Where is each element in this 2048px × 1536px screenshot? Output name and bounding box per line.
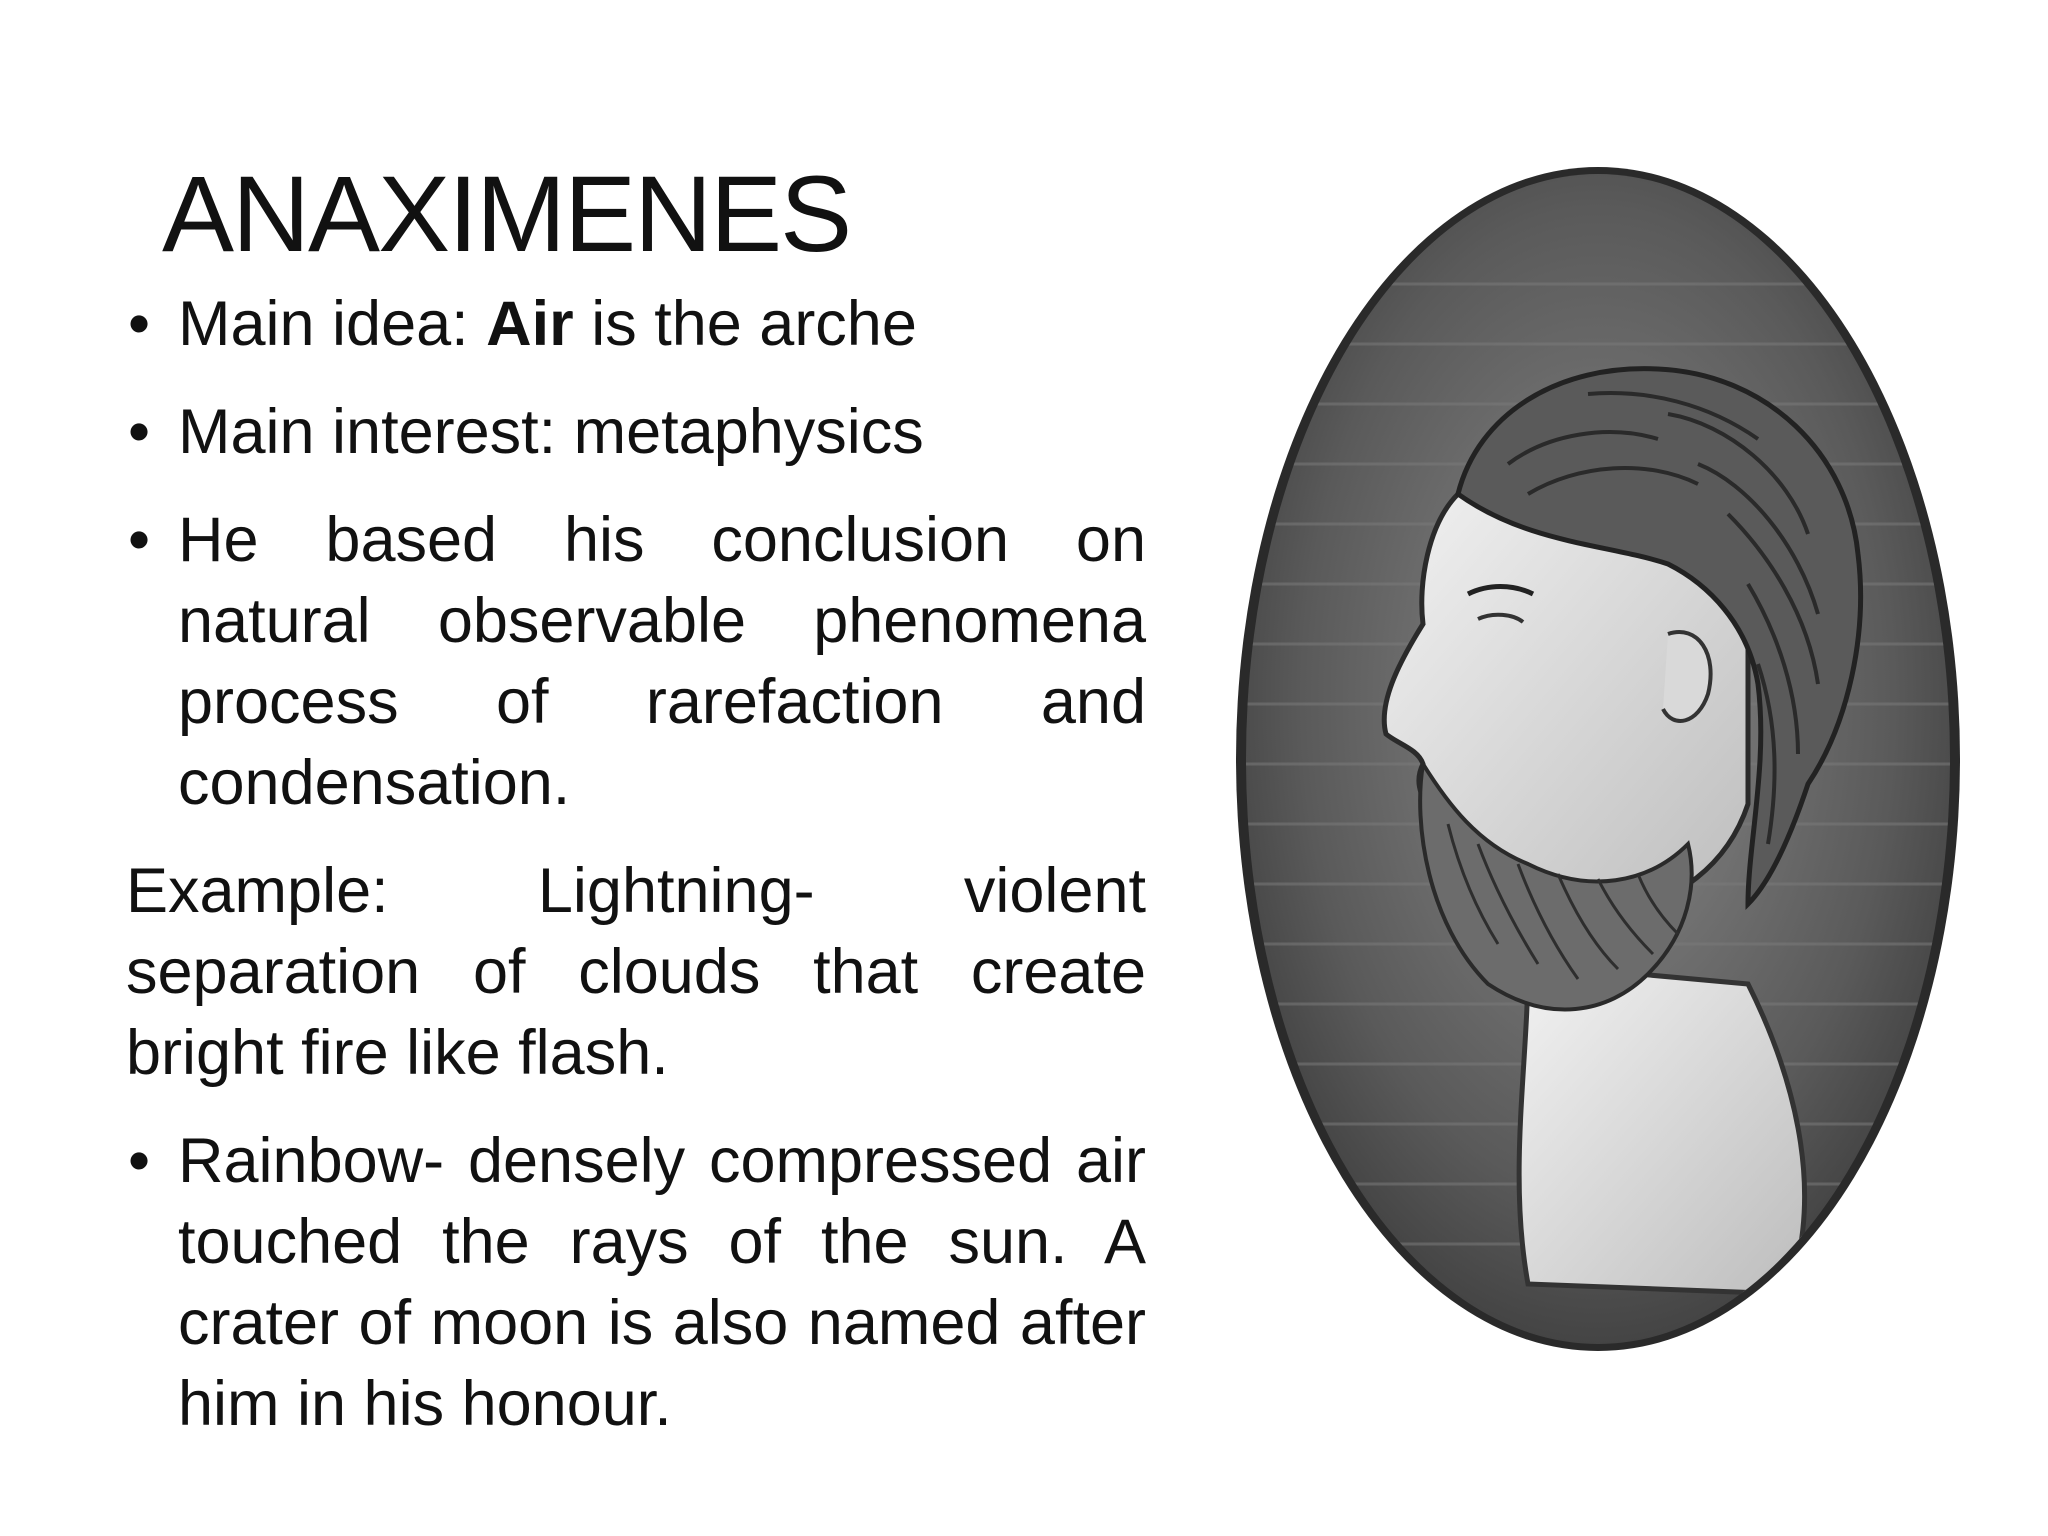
bullet-dot: • (128, 1126, 151, 1196)
main-interest-text: Main interest: metaphysics (178, 397, 924, 467)
philosopher-portrait-icon (1228, 164, 1968, 1354)
rainbow-text: Rainbow- densely compressed air touched the rays of the sun. A crater of moon is also named after him in his honour. (178, 1126, 1146, 1439)
main-idea-suffix: is the arche (573, 289, 917, 359)
bullet-main-idea (126, 284, 1146, 365)
slide-title: ANAXIMENES (162, 153, 851, 274)
main-idea-prefix: Main idea: (178, 289, 487, 359)
bullet-dot: • (128, 397, 151, 467)
bullet-conclusion (126, 500, 1146, 824)
bullet-rainbow (126, 1121, 1146, 1445)
slide-body (126, 284, 1146, 1472)
bullet-dot: • (128, 289, 151, 359)
main-idea-bold: Air (486, 289, 574, 359)
conclusion-text: He based his conclusion on natural observable phenomena process of rarefaction and condensation. (178, 505, 1146, 818)
example-paragraph: Example: Lightning- violent separation of clouds that create bright fire like flash. (126, 856, 1146, 1088)
bullet-dot: • (128, 505, 151, 575)
bullet-main-interest (126, 392, 1146, 473)
